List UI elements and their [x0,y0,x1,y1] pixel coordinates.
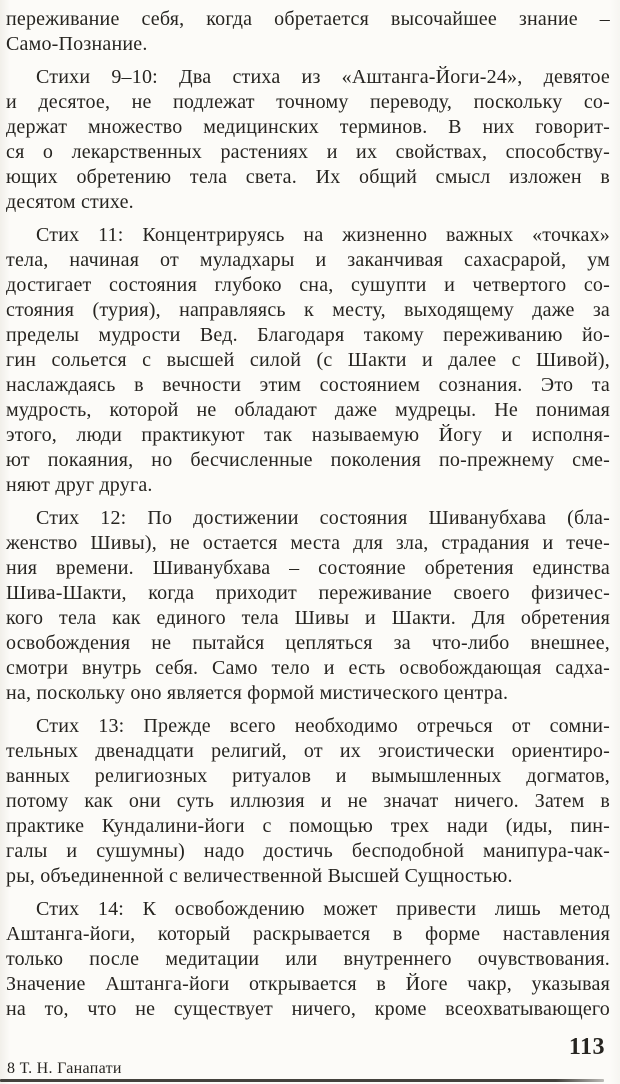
text-line: ванных религиозных ритуалов и вымышленных догматов, [6,765,610,787]
text-line: тельных двенадцати религий, от их эгоистически ориентиро- [6,740,610,762]
printer-signature: 8 Т. Н. Ганапати [7,1060,122,1077]
paragraph [6,506,610,706]
text-line: Стих 13: Прежде всего необходимо отречься от сомни- [36,715,610,737]
text-line: галы и сушумны) надо достичь бесподобной манипура-чак- [6,840,610,862]
paragraph [6,897,610,1022]
text-line: практике Кундалини-йоги с помощью трех нади (иды, пин- [6,815,610,837]
text-line: потому как они суть иллюзия и не значат ничего. Затем в [6,790,610,812]
text-line: Само-Познание. [6,33,148,55]
page-number: 113 [568,1034,605,1060]
page-text [6,7,610,1030]
text-line: Стих 11: Концентрируясь на жизненно важных «точках» [36,224,610,246]
paragraph [6,223,610,498]
text-line: женство Шивы), не остается места для зла, страдания и тече- [6,532,610,554]
paragraph [6,714,610,889]
text-line: мудрость, которой не обладают даже мудрецы. Не понимая [6,399,610,421]
text-line: держат множество медицинских терминов. В них говорит- [6,116,610,138]
text-line: Стихи 9–10: Два стиха из «Аштанга-Йоги-24», девятое [36,66,610,88]
text-line: Шива-Шакти, когда приходит переживание своего физичес- [6,582,610,604]
text-line: кого тела как единого тела Шивы и Шакти. Для обретения [6,607,610,629]
text-line: и десятое, не подлежат точному переводу, поскольку со- [6,91,610,113]
text-line: этого, люди практикуют так называемую Йогу и исполня- [6,424,610,446]
text-line: только после медитации или внутреннего очувствования. [6,948,610,970]
paragraph [6,65,610,215]
text-line: Стих 12: По достижении состояния Шиванубхава (бла- [36,507,610,529]
text-line: ющих обретению тела света. Их общий смысл изложен в [6,166,610,188]
paragraph [6,7,610,57]
text-line: достигает состояния глубоко сна, сушупти и четвертого со- [6,274,610,296]
text-line: переживание себя, когда обретается высочайшее знание – [6,8,610,30]
text-line: Аштанга-йоги, который раскрывается в форме наставления [6,923,610,945]
text-line: на, поскольку оно является формой мистического центра. [6,682,509,704]
text-line: ния времени. Шиванубхава – состояние обретения единства [6,557,610,579]
text-line: Значение Аштанга-йоги открывается в Йоге чакр, указывая [6,973,610,995]
text-line: няют друг друга. [6,474,153,496]
text-line: наслаждаясь в вечности этим состоянием сознания. Это та [6,374,610,396]
scan-artifact-line [0,1079,604,1082]
text-line: ют покаяния, но бесчисленные поколения по-прежнему сме- [6,449,610,471]
text-line: гин сольется с высшей силой (с Шакти и далее с Шивой), [6,349,610,371]
text-line: стояния (турия), направляясь к месту, выходящему даже за [6,299,610,321]
text-line: освобождения не пытайся цепляться за что-либо внешнее, [6,632,610,654]
text-line: десятом стихе. [6,191,134,213]
text-line: смотри внутрь себя. Само тело и есть освобождающая садха- [6,657,610,679]
text-line: Стих 14: К освобождению может привести лишь метод [36,898,610,920]
text-line: ся о лекарственных растениях и их свойствах, способству- [6,141,610,163]
text-line: пределы мудрости Вед. Благодаря такому переживанию йо- [6,324,610,346]
text-line: тела, начиная от муладхары и заканчивая сахасрарой, ум [6,249,610,271]
text-line: на то, что не существует ничего, кроме всеохватывающего [6,998,610,1020]
text-line: ры, объединенной с величественной Высшей Сущностью. [6,865,513,887]
